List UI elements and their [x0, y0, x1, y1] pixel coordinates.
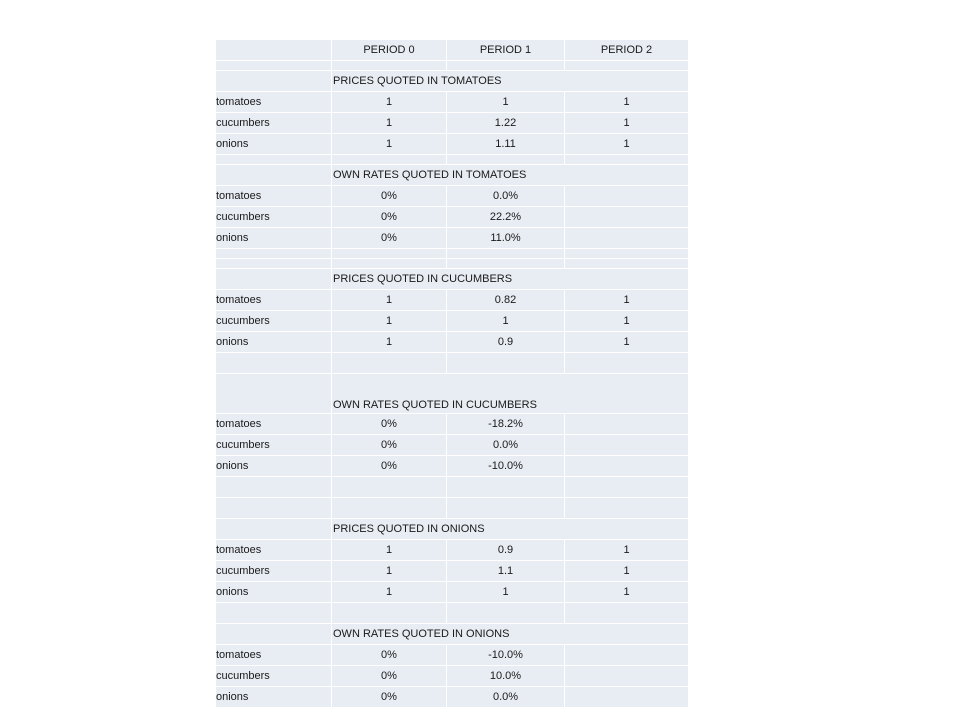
header-row: [216, 40, 688, 61]
cell: 10.0%: [447, 666, 565, 687]
table-row: [216, 113, 688, 134]
row-label: onions: [216, 687, 332, 708]
table-row: [216, 435, 688, 456]
header-period-1: PERIOD 1: [447, 40, 565, 61]
cell: [565, 645, 688, 666]
cell: 0%: [332, 186, 447, 207]
spreadsheet-table: [216, 40, 688, 708]
cell: 11.0%: [447, 228, 565, 249]
table-row: [216, 207, 688, 228]
section-title: OWN RATES QUOTED IN TOMATOES: [332, 165, 688, 186]
cell: 1: [332, 561, 447, 582]
cell: 22.2%: [447, 207, 565, 228]
cell: [565, 435, 688, 456]
cell: 1: [565, 113, 688, 134]
section-title: PRICES QUOTED IN TOMATOES: [332, 71, 688, 92]
cell: [565, 414, 688, 435]
header-cell: [216, 40, 332, 61]
spacer-row: [216, 353, 688, 374]
cell: 1: [565, 290, 688, 311]
spacer-row: [216, 249, 688, 259]
section-title-row: [216, 165, 688, 186]
spacer-row: [216, 603, 688, 624]
cell: 0%: [332, 228, 447, 249]
cell: 0.0%: [447, 435, 565, 456]
row-label: tomatoes: [216, 186, 332, 207]
cell: -10.0%: [447, 456, 565, 477]
section-title-row: [216, 519, 688, 540]
cell: 0.0%: [447, 186, 565, 207]
cell: -18.2%: [447, 414, 565, 435]
spacer-row: [216, 498, 688, 519]
spacer-row: [216, 259, 688, 269]
row-label: onions: [216, 456, 332, 477]
table-row: [216, 666, 688, 687]
cell: 1: [565, 134, 688, 155]
row-label: tomatoes: [216, 645, 332, 666]
section-title: PRICES QUOTED IN ONIONS: [332, 519, 688, 540]
header-period-2: PERIOD 2: [565, 40, 688, 61]
cell: 1: [565, 561, 688, 582]
row-label: tomatoes: [216, 92, 332, 113]
header-period-0: PERIOD 0: [332, 40, 447, 61]
row-label: cucumbers: [216, 435, 332, 456]
cell: 1: [565, 332, 688, 353]
row-label: cucumbers: [216, 207, 332, 228]
table-row: [216, 540, 688, 561]
row-label: tomatoes: [216, 540, 332, 561]
row-label: tomatoes: [216, 414, 332, 435]
table-row: [216, 414, 688, 435]
cell: 0.9: [447, 540, 565, 561]
cell: 1: [565, 540, 688, 561]
cell: 1: [565, 582, 688, 603]
table-row: [216, 228, 688, 249]
section-title-row: [216, 624, 688, 645]
section-title-row: [216, 269, 688, 290]
row-label: onions: [216, 582, 332, 603]
row-label: cucumbers: [216, 666, 332, 687]
cell: 1: [332, 582, 447, 603]
cell: 1: [332, 290, 447, 311]
cell: [565, 228, 688, 249]
section-title: OWN RATES QUOTED IN CUCUMBERS: [332, 374, 688, 414]
cell: 1: [447, 92, 565, 113]
table-row: [216, 92, 688, 113]
spacer-row: [216, 61, 688, 71]
row-label: onions: [216, 134, 332, 155]
row-label: onions: [216, 228, 332, 249]
spacer-row: [216, 155, 688, 165]
cell: 1: [332, 540, 447, 561]
row-label: tomatoes: [216, 290, 332, 311]
cell: 1: [332, 332, 447, 353]
cell: -10.0%: [447, 645, 565, 666]
cell: [565, 456, 688, 477]
cell: 1: [332, 92, 447, 113]
table-row: [216, 134, 688, 155]
cell: [565, 207, 688, 228]
section-title-row: [216, 71, 688, 92]
cell: [565, 687, 688, 708]
cell: 1: [565, 311, 688, 332]
table-row: [216, 687, 688, 708]
spacer-row: [216, 477, 688, 498]
cell: 1: [332, 113, 447, 134]
cell: 1: [332, 311, 447, 332]
cell: 0%: [332, 435, 447, 456]
table-row: [216, 561, 688, 582]
section-title: OWN RATES QUOTED IN ONIONS: [332, 624, 688, 645]
cell: 0.0%: [447, 687, 565, 708]
cell: 0%: [332, 687, 447, 708]
table-row: [216, 456, 688, 477]
table-row: [216, 290, 688, 311]
table-row: [216, 582, 688, 603]
row-label: cucumbers: [216, 113, 332, 134]
cell: 0%: [332, 207, 447, 228]
cell: [565, 666, 688, 687]
cell: 0%: [332, 666, 447, 687]
row-label: cucumbers: [216, 561, 332, 582]
table-row: [216, 332, 688, 353]
section-title-row: [216, 374, 688, 414]
cell: 0%: [332, 645, 447, 666]
cell: 1: [447, 582, 565, 603]
cell: 1.11: [447, 134, 565, 155]
cell: 1: [565, 92, 688, 113]
section-title: PRICES QUOTED IN CUCUMBERS: [332, 269, 688, 290]
table-row: [216, 311, 688, 332]
cell: 0%: [332, 456, 447, 477]
cell: 0.9: [447, 332, 565, 353]
cell: 1: [332, 134, 447, 155]
cell: 0.82: [447, 290, 565, 311]
cell: 0%: [332, 414, 447, 435]
row-label: cucumbers: [216, 311, 332, 332]
cell: [565, 186, 688, 207]
row-label: onions: [216, 332, 332, 353]
cell: 1.1: [447, 561, 565, 582]
cell: 1: [447, 311, 565, 332]
table-row: [216, 186, 688, 207]
cell: 1.22: [447, 113, 565, 134]
table-row: [216, 645, 688, 666]
